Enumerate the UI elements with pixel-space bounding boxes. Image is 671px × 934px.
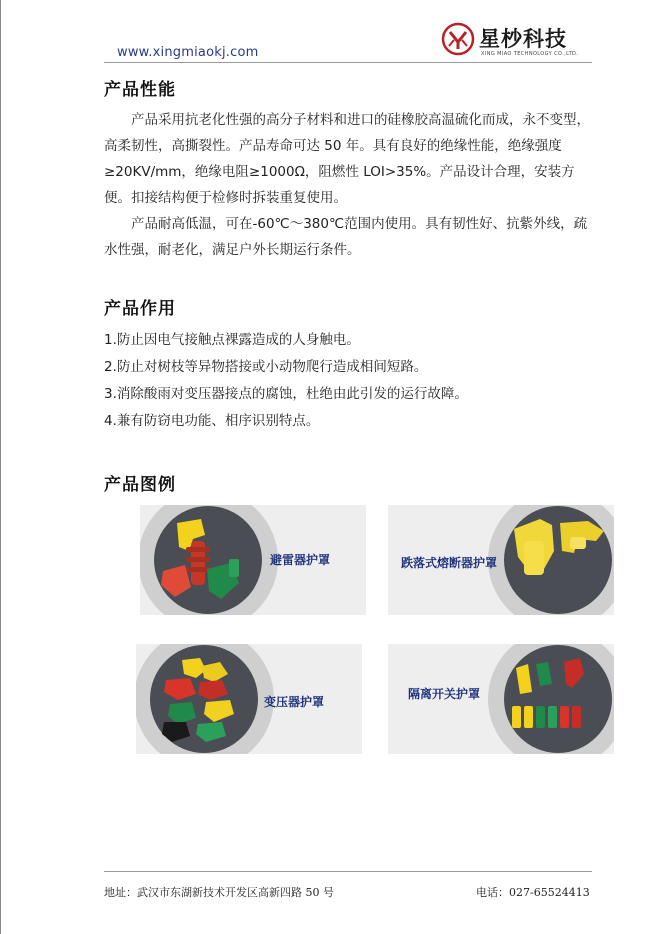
- transformer-cover-image: [148, 652, 258, 747]
- footer-divider: [104, 871, 592, 872]
- site-url[interactable]: www.xingmiaokj.com: [117, 45, 259, 60]
- card-label: 避雷器护罩: [270, 553, 331, 567]
- performance-paragraph-2: 产品耐高低温，可在-60℃～380℃范围内使用。具有韧性好、抗紫外线，疏水性强，耐老化，满足户外长期运行条件。: [104, 216, 588, 258]
- logo-mark-icon: [441, 22, 475, 56]
- footer-address: 地址：武汉市东湖新技术开发区高新四路 50 号: [104, 886, 334, 899]
- company-logo: [441, 22, 593, 64]
- switch-cover-image: [506, 654, 606, 739]
- fuse-cover-image: [500, 511, 610, 586]
- list-item: 3.消除酸雨对变压器接点的腐蚀，杜绝由此引发的运行故障。: [104, 386, 468, 402]
- performance-paragraph-1: 产品采用抗老化性强的高分子材料和进口的硅橡胶高温硫化而成，永不变型，高柔韧性，高撕裂性。产品寿命可达 50 年。具有良好的绝缘性能，绝缘强度≥20KV/mm，绝缘电阻≥1000Ω，阻燃性 LOI>35%。产品设计合理，安装方便。扣接结构便于检修时拆装重复使用。: [104, 112, 590, 206]
- card-label: 隔离开关护罩: [408, 687, 481, 701]
- card-label: 跌落式熔断器护罩: [401, 556, 498, 570]
- function-list: [104, 327, 468, 435]
- page-edge: [0, 0, 1, 934]
- arrester-cover-image: [155, 513, 265, 608]
- list-item: 4.兼有防窃电功能、相序识别特点。: [104, 413, 320, 429]
- list-item: 1.防止因电气接触点裸露造成的人身触电。: [104, 332, 360, 348]
- section-title-gallery: 产品图例: [104, 475, 176, 495]
- gallery-card-switch: [388, 644, 614, 754]
- list-item: 2.防止对树枝等异物搭接或小动物爬行造成相间短路。: [104, 359, 428, 375]
- header-divider: [104, 62, 592, 63]
- gallery-card-arrester: [140, 505, 366, 615]
- footer-phone: 电话：027-65524413: [476, 886, 590, 899]
- brand-subtitle: XING MIAO TECHNOLOGY CO.,LTD.: [481, 51, 579, 57]
- section-title-performance: 产品性能: [104, 80, 176, 100]
- section-title-function: 产品作用: [104, 299, 176, 319]
- card-label: 变压器护罩: [264, 695, 325, 709]
- gallery-card-fuse: [388, 505, 614, 615]
- gallery-card-transformer: [136, 644, 362, 754]
- brand-name: 星杪科技: [479, 27, 567, 51]
